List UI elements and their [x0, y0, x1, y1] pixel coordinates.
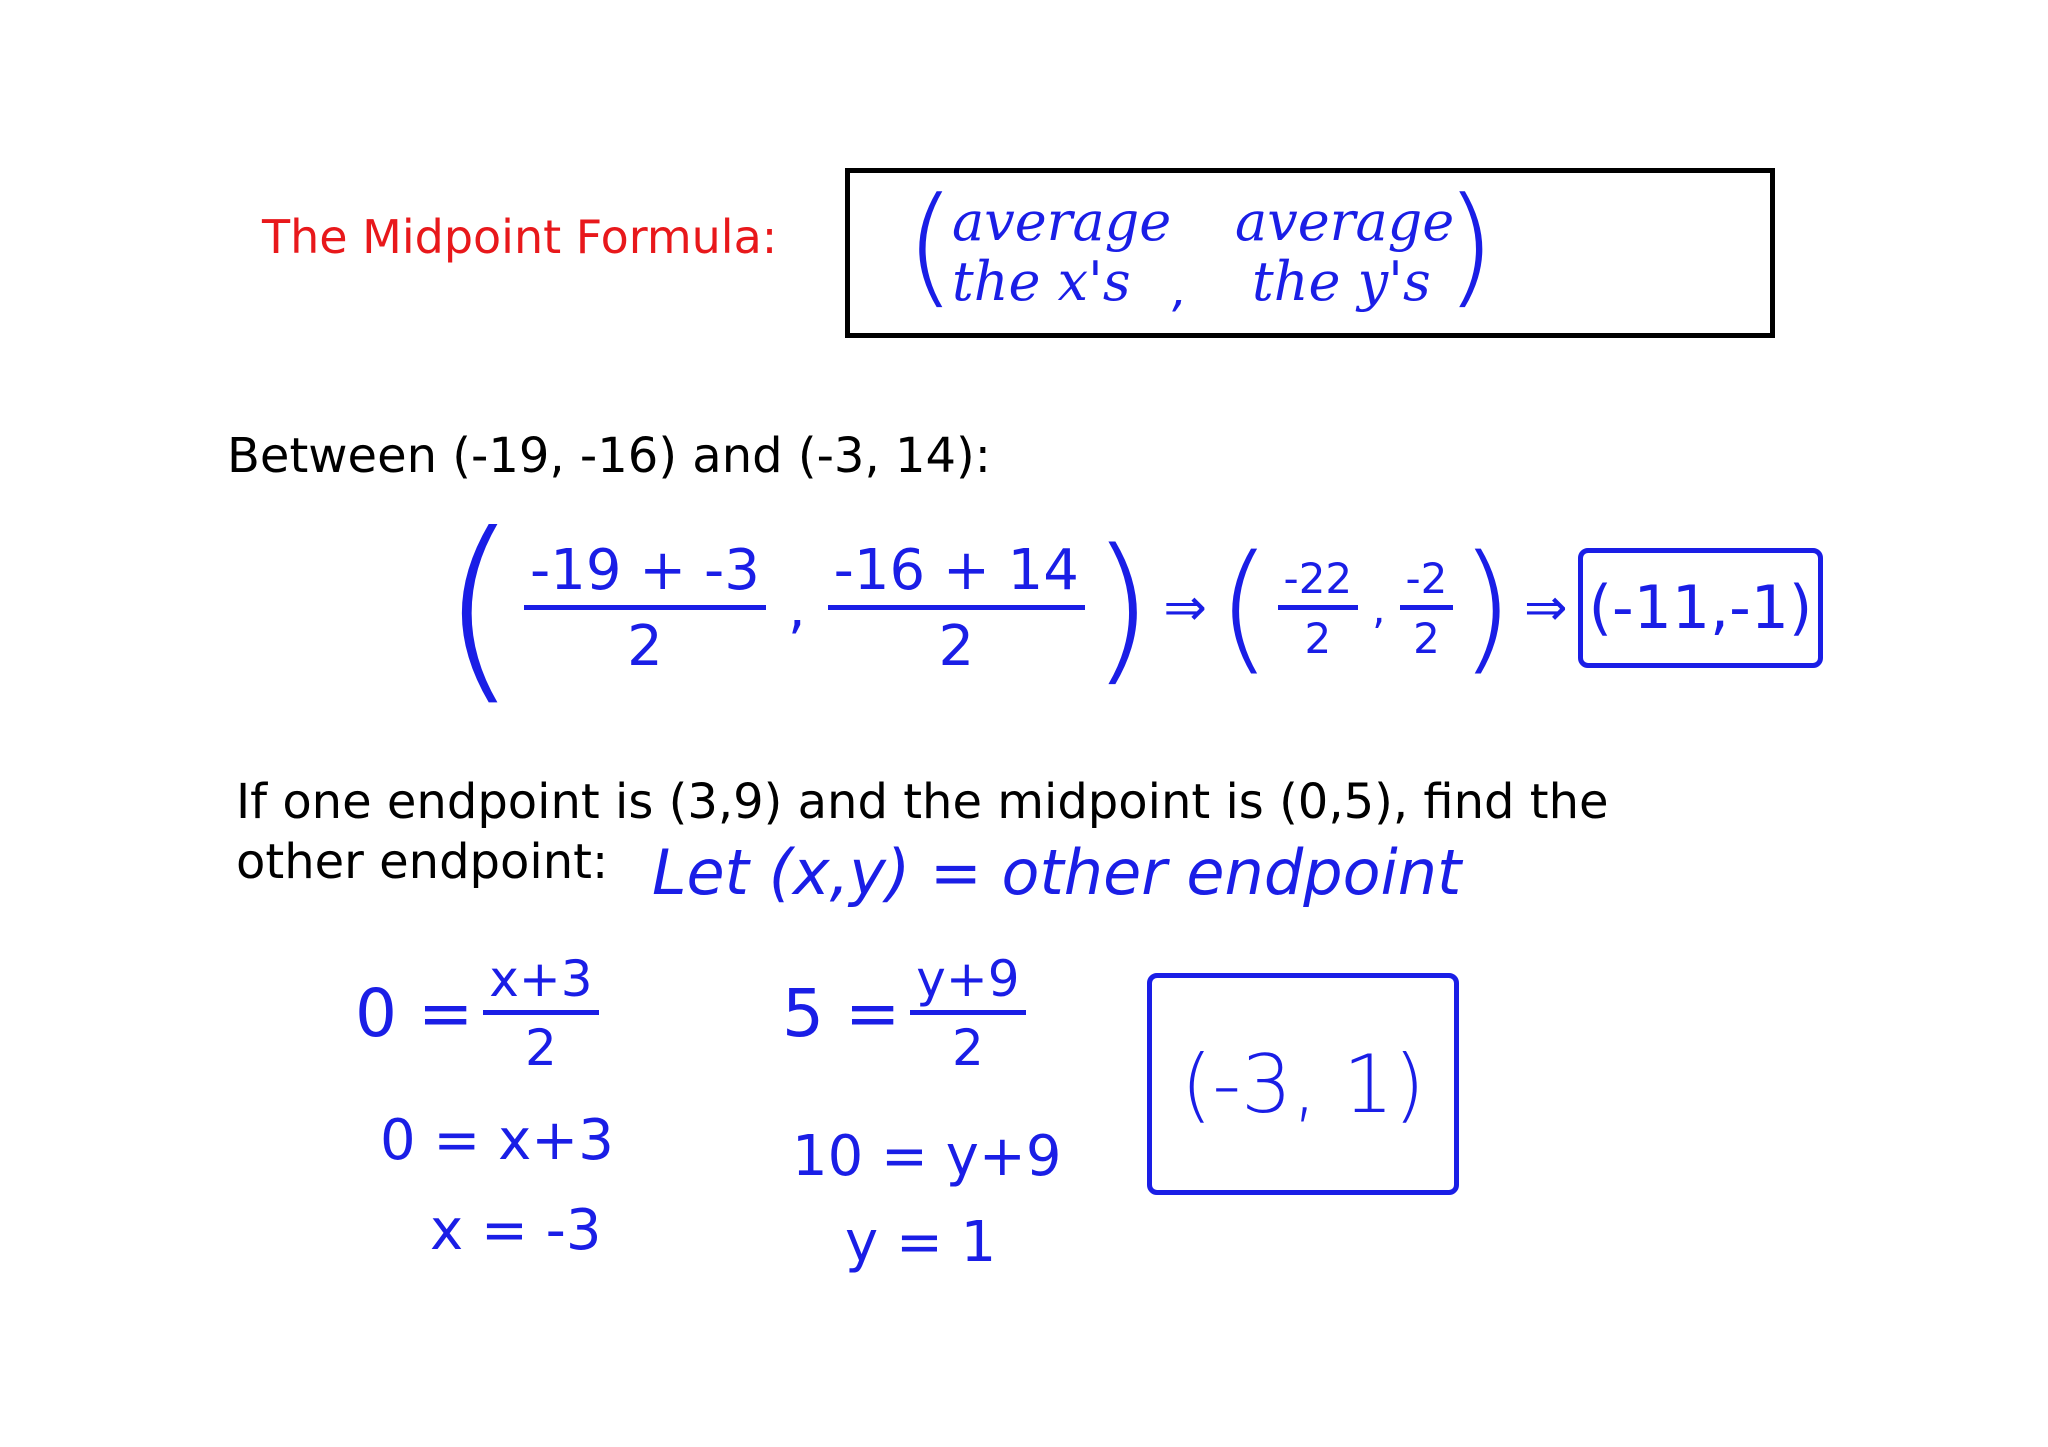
- step1-x-fraction: [524, 538, 766, 679]
- y-equation-denominator: 2: [952, 1019, 984, 1077]
- step2-x-denominator: 2: [1304, 613, 1332, 663]
- step1-x-denominator: 2: [627, 613, 663, 679]
- x-equation-numerator: x+3: [483, 950, 598, 1015]
- step1-y-denominator: 2: [938, 613, 975, 679]
- step2-y-numerator: -2: [1400, 554, 1454, 610]
- step1-close-paren: ): [1090, 514, 1154, 701]
- y-step2: 10 = y+9: [792, 1124, 1062, 1189]
- formula-y-label: the y's: [1252, 250, 1431, 313]
- step1-x-numerator: -19 + -3: [524, 538, 766, 610]
- x-equation: [355, 950, 599, 1077]
- step2-y-denominator: 2: [1413, 613, 1440, 663]
- step2-x-numerator: -22: [1278, 554, 1359, 610]
- step1-y-fraction: [828, 538, 1085, 679]
- step2-y-fraction: [1400, 554, 1454, 663]
- x-step3: x = -3: [430, 1198, 602, 1263]
- example1-work: [440, 491, 1823, 724]
- step2-open-paren: (: [1216, 526, 1272, 689]
- step2-comma: ,: [1372, 583, 1386, 633]
- formula-x-label: the x's: [952, 250, 1131, 313]
- step2-x-fraction: [1278, 554, 1359, 663]
- example2-answer: (-3, 1): [1181, 1037, 1425, 1131]
- step1-y-numerator: -16 + 14: [828, 538, 1085, 610]
- step1-comma: ,: [787, 575, 806, 641]
- example1-prompt: Between (-19, -16) and (-3, 14):: [227, 428, 991, 484]
- y-step3: y = 1: [845, 1210, 997, 1275]
- y-equation-lhs: 5 =: [782, 975, 901, 1052]
- page-title: The Midpoint Formula:: [262, 210, 778, 264]
- example2-prompt: If one endpoint is (3,9) and the midpoint is (0,5), find the other endpoint:: [236, 774, 1609, 890]
- x-equation-denominator: 2: [525, 1019, 557, 1077]
- y-equation: [782, 950, 1026, 1077]
- x-equation-fraction: [483, 950, 598, 1077]
- x-equation-lhs: 0 =: [355, 975, 474, 1052]
- formula-y-average: average: [1235, 190, 1455, 253]
- example2-answer-box: [1147, 973, 1459, 1195]
- y-equation-fraction: [910, 950, 1025, 1077]
- let-statement: Let (x,y) = other endpoint: [652, 836, 1462, 909]
- y-equation-numerator: y+9: [910, 950, 1025, 1015]
- x-step2: 0 = x+3: [380, 1108, 614, 1173]
- step2-close-paren: ): [1459, 526, 1515, 689]
- arrow-2: ⇒: [1524, 578, 1568, 638]
- formula-close-paren: ): [1445, 169, 1496, 321]
- arrow-1: ⇒: [1163, 578, 1207, 638]
- step1-open-paren: (: [440, 491, 519, 724]
- formula-x-average: average: [952, 190, 1172, 253]
- formula-open-paren: (: [905, 169, 956, 321]
- example1-answer: (-11,-1): [1578, 548, 1824, 668]
- formula-comma: ,: [1172, 262, 1188, 318]
